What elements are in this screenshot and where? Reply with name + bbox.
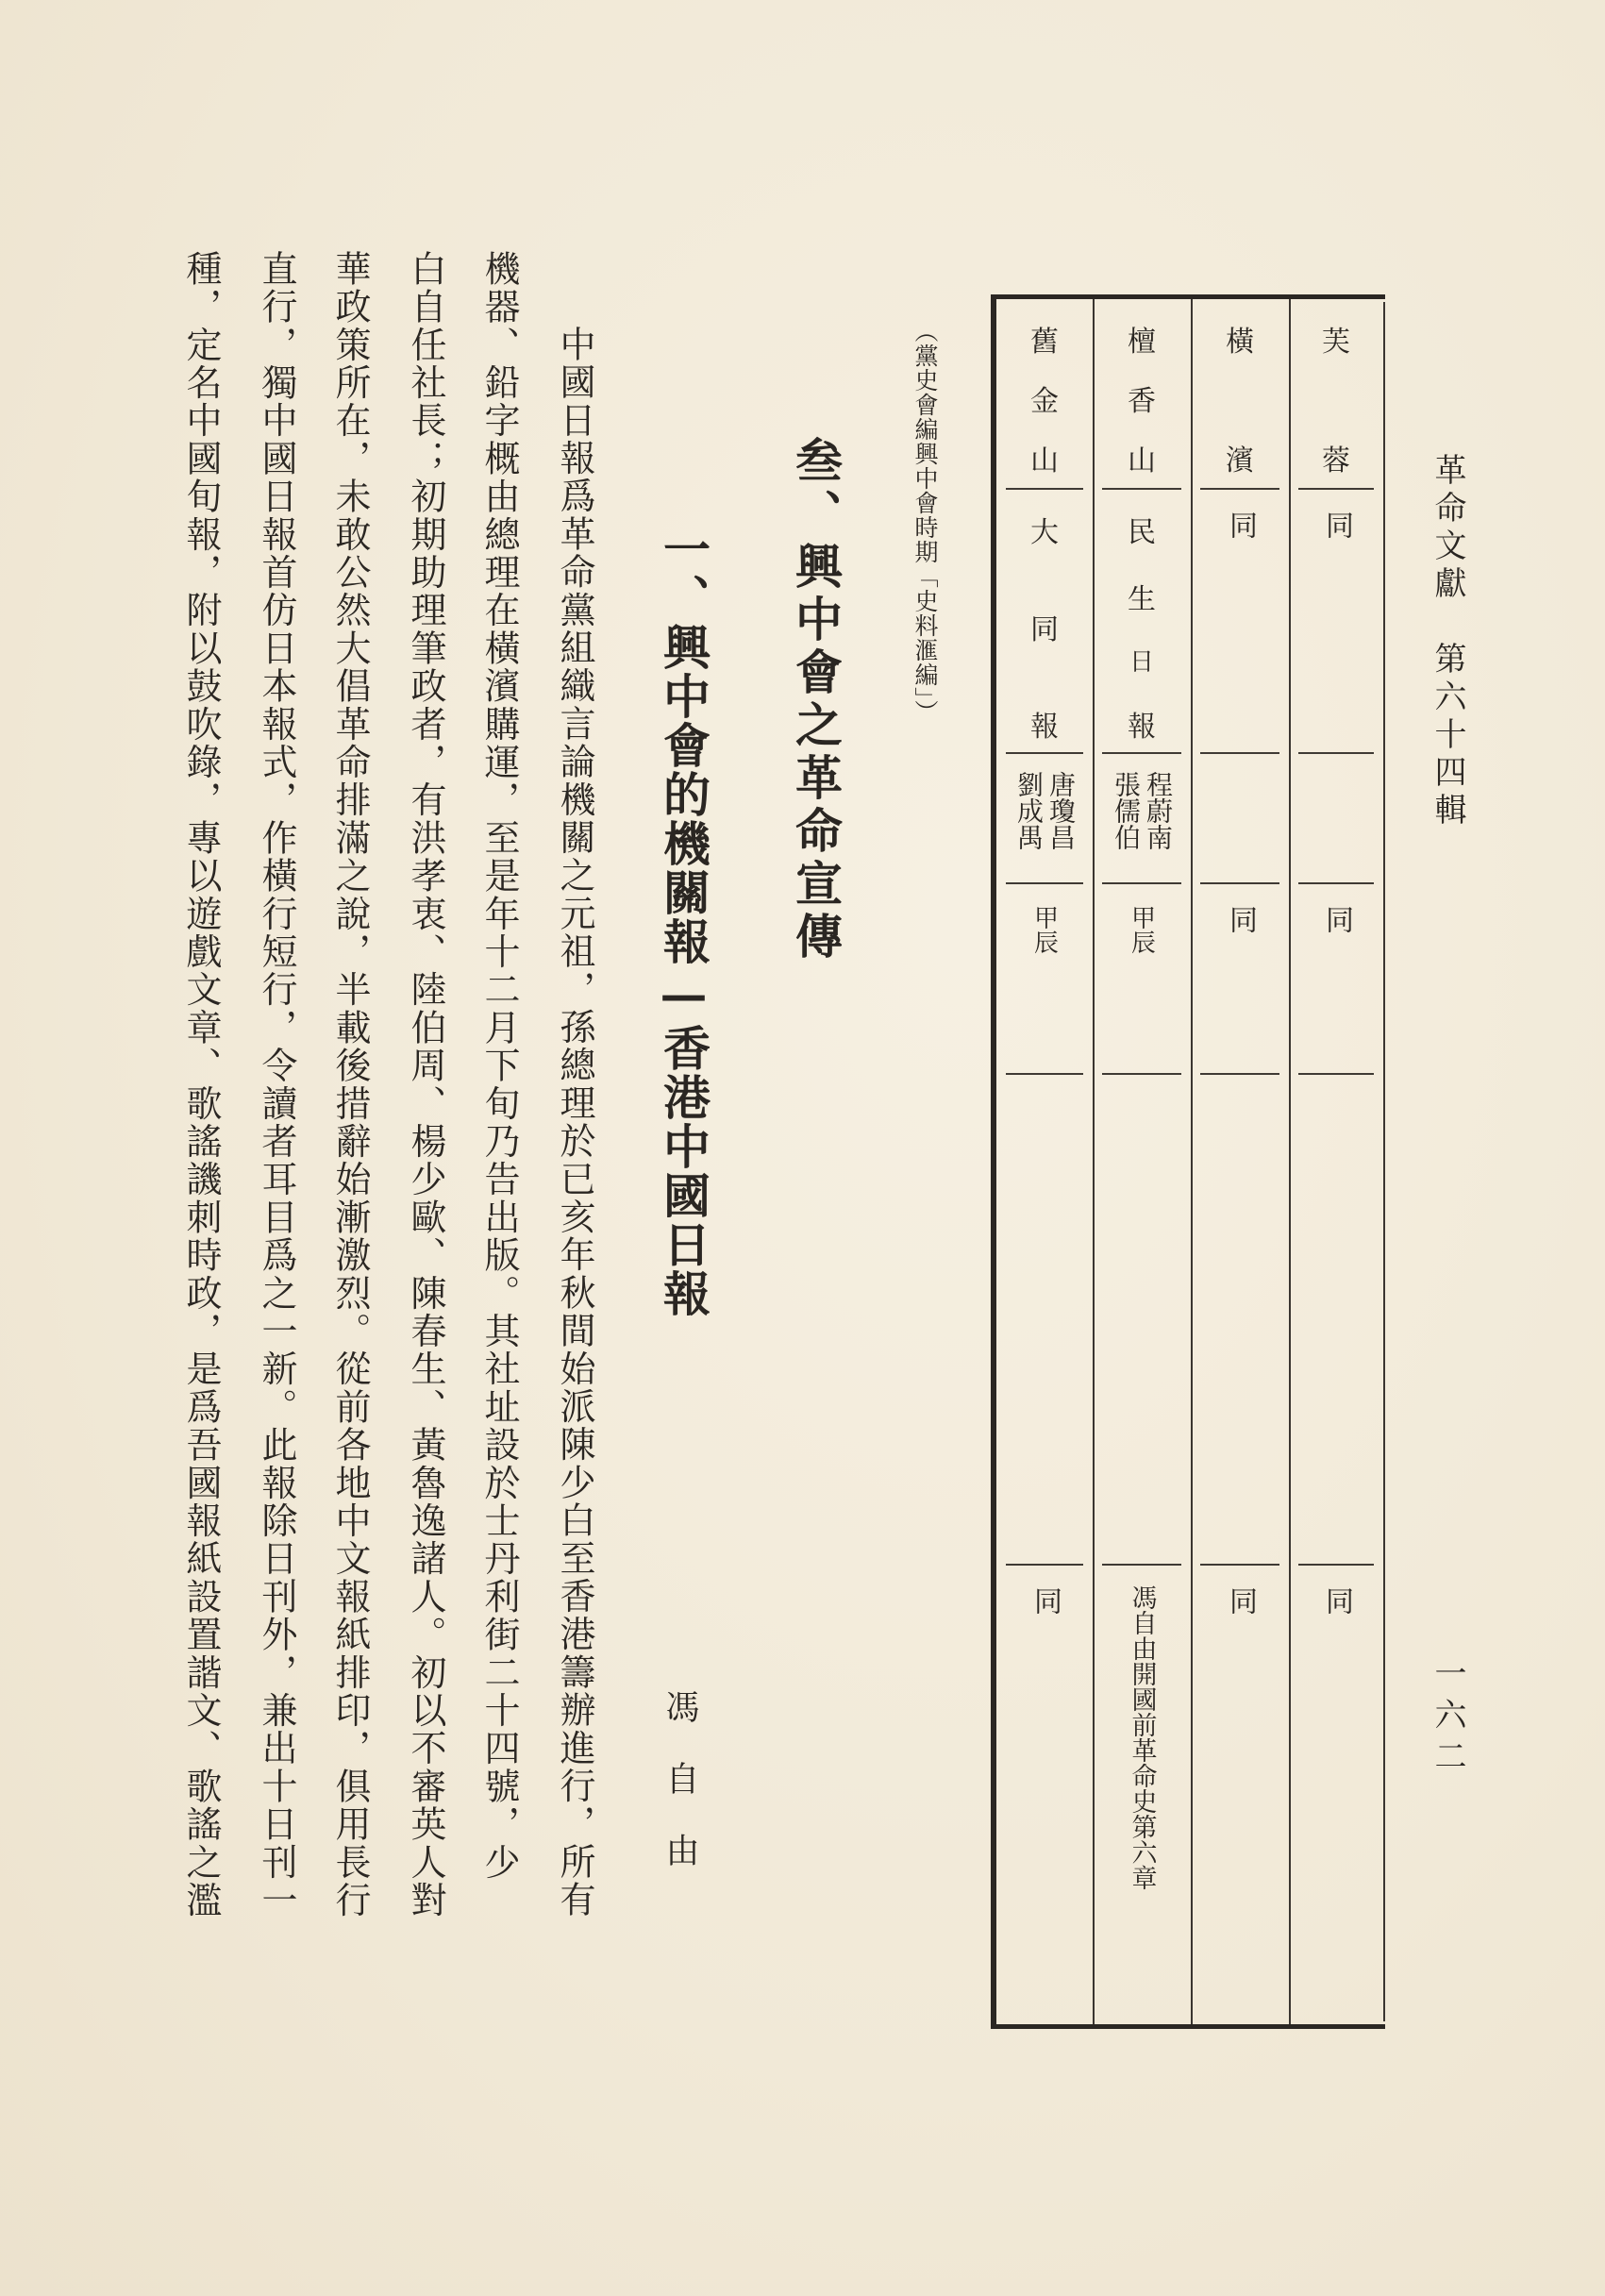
- cell-people: [1200, 752, 1279, 884]
- body-line: 種，定名中國旬報，附以鼓吹錄，專以遊戲文章、歌謠譏刺時政，是爲吾國報紙設置諧文、歌謠之濫: [180, 250, 222, 1919]
- people-names: [1012, 754, 1077, 884]
- body-line: 華政策所在，未敢公然大倡革命排滿之說，半載後措辭始漸激烈。從前各地中文報紙排印，俱用長行: [329, 250, 371, 1919]
- people-names: [1110, 754, 1174, 884]
- newspaper-char: 民: [1128, 516, 1156, 549]
- cell-source: [1298, 1564, 1374, 2026]
- column-divider: [1093, 299, 1095, 2024]
- source: 同: [1224, 1586, 1257, 1615]
- cell-newspaper: [1200, 488, 1279, 754]
- cell-place: [1006, 299, 1083, 488]
- newspaper-table: [991, 294, 1385, 2029]
- cell-empty: [1200, 1073, 1279, 1566]
- cell-people: [1102, 752, 1181, 884]
- newspaper-name: 同: [1320, 511, 1353, 539]
- section-title: 叁、興中會之革命宣傳: [788, 436, 844, 964]
- year: 甲辰: [1029, 905, 1059, 954]
- cell-people: [1006, 752, 1083, 884]
- cell-place: [1298, 299, 1374, 488]
- body-line: 機器、鉛字概由總理在橫濱購運，至是年十二月下旬乃告出版。其社址設於士丹利街二十四號，少: [478, 250, 520, 1882]
- person-name: 唐瓊昌: [1045, 771, 1077, 850]
- cell-empty: [1006, 1073, 1083, 1566]
- body-line: 直行，獨中國日報首仿日本報式，作橫行短行，令讀者耳目爲之一新。此報除日刊外，兼出十日刊一: [256, 250, 297, 1919]
- person-name: 張儒伯: [1111, 771, 1142, 850]
- page-number: 一六二: [1429, 1656, 1466, 1781]
- year: 同: [1224, 905, 1257, 933]
- place-char: 山: [1128, 444, 1156, 478]
- year: 同: [1320, 905, 1353, 933]
- cell-source: [1006, 1564, 1083, 2026]
- source: 同: [1028, 1586, 1062, 1615]
- cell-newspaper: [1006, 488, 1083, 754]
- person-name: 劉成禺: [1013, 771, 1045, 850]
- source: 馮自由開國前革命史第六章: [1127, 1584, 1157, 1890]
- newspaper-char: 大: [1030, 516, 1059, 549]
- table-column-yokohama: [1191, 299, 1289, 2024]
- cell-year: [1298, 882, 1374, 1075]
- newspaper-char: 報: [1128, 711, 1156, 744]
- cell-newspaper: [1102, 488, 1181, 754]
- place-char: 濱: [1226, 444, 1254, 478]
- place-char: 山: [1030, 444, 1059, 478]
- newspaper-name: 同: [1224, 511, 1257, 539]
- year: 甲辰: [1127, 905, 1156, 954]
- cell-source: [1102, 1564, 1181, 2026]
- place-char: 檀: [1128, 326, 1156, 359]
- person-name: 程蔚南: [1143, 771, 1174, 850]
- place-char: 蓉: [1322, 444, 1350, 478]
- newspaper-char: 日: [1129, 648, 1154, 677]
- column-divider: [1289, 299, 1291, 2024]
- body-line: 中國日報爲革命黨組織言論機關之元祖，孫總理於已亥年秋間始派陳少白至香港籌辦進行，所有: [554, 326, 595, 1919]
- column-divider: [1191, 299, 1193, 2024]
- place-char: 橫: [1226, 326, 1254, 359]
- body-line: 白自任社長；初期助理筆政者，有洪孝衷、陸伯周、楊少歐、陳春生、黃魯逸諸人。初以不審英人對: [405, 250, 446, 1919]
- cell-place: [1200, 299, 1279, 488]
- cell-year: [1200, 882, 1279, 1075]
- newspaper-char: 生: [1128, 583, 1156, 616]
- table-column-san-francisco: [996, 299, 1093, 2024]
- table-column-furong: [1289, 299, 1383, 2024]
- cell-year: [1006, 882, 1083, 1075]
- place-char: 舊: [1030, 326, 1059, 359]
- cell-empty: [1298, 1073, 1374, 1566]
- running-title: 革命文獻 第六十四輯: [1429, 453, 1466, 830]
- subsection-title: 一、興中會的機關報—香港中國日報: [656, 525, 711, 1318]
- source-note: （黨史會編興中會時期「史料滙編」）: [911, 319, 939, 725]
- place-char: 香: [1128, 385, 1156, 418]
- cell-year: [1102, 882, 1181, 1075]
- source: 同: [1320, 1586, 1353, 1615]
- author-name: 馮自由: [660, 1689, 699, 1904]
- newspaper-char: 同: [1030, 613, 1059, 646]
- table-right-rule: [1383, 302, 1385, 2021]
- place-char: 金: [1030, 385, 1059, 418]
- cell-people: [1298, 752, 1374, 884]
- cell-place: [1102, 299, 1181, 488]
- table-column-honolulu: [1093, 299, 1191, 2024]
- newspaper-char: 報: [1030, 711, 1059, 744]
- cell-source: [1200, 1564, 1279, 2026]
- cell-empty: [1102, 1073, 1181, 1566]
- cell-newspaper: [1298, 488, 1374, 754]
- place-char: 芙: [1322, 326, 1350, 359]
